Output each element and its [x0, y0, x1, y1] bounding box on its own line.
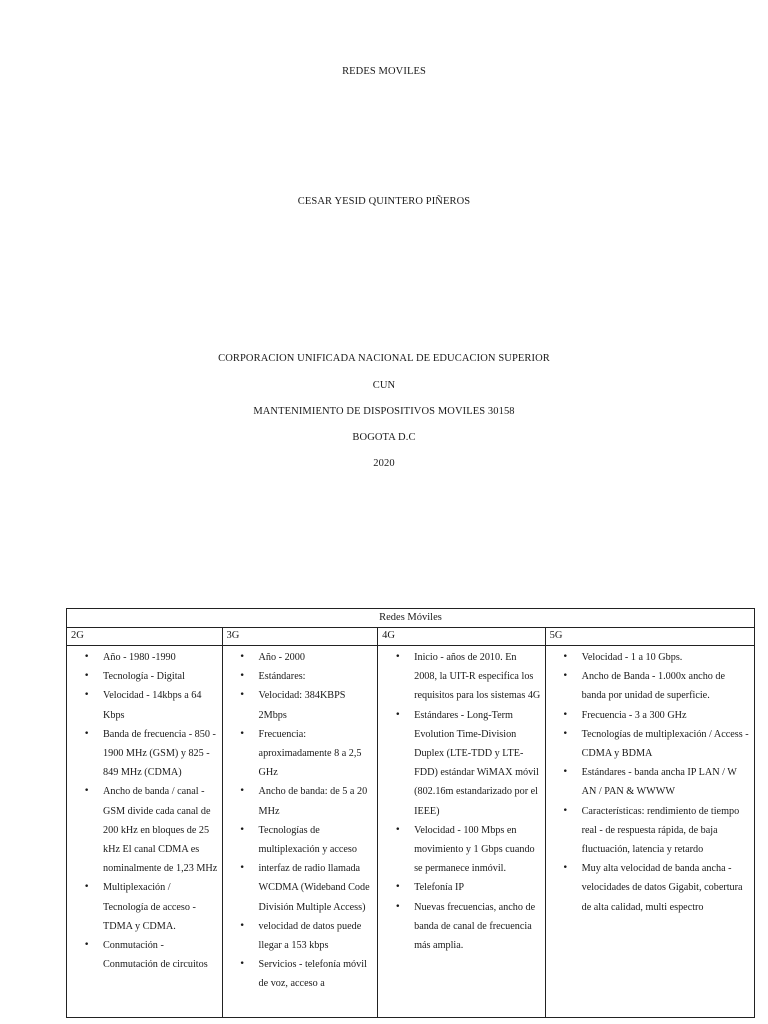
list-item: • Velocidad - 100 Mbps en movimiento y 1 Gbps cuando se permanece inmóvil. — [414, 821, 541, 879]
institution-acronym: CUN — [372, 380, 396, 391]
list-item: • Velocidad - 14kbps a 64 Kbps — [103, 686, 218, 724]
list-item: • Año - 1980 -1990 — [103, 648, 218, 667]
list-item: • Conmutación - Conmutación de circuitos — [103, 936, 218, 974]
year: 2020 — [373, 458, 395, 469]
list-item: • Banda de frecuencia - 850 - 1900 MHz (GSM) y 825 - 849 MHz (CDMA) — [103, 725, 218, 783]
document-title: REDES MOVILES — [342, 66, 426, 77]
header-5g: 5G — [549, 630, 563, 641]
list-item: • interfaz de radio llamada WCDMA (Wideband Code División Multiple Access) — [259, 859, 374, 917]
list-item: • Estándares - Long-Term Evolution Time-Division Duplex (LTE-TDD y LTE-FDD) estándar WiMAX móvil (802.16m estandarizado por el IEEE) — [414, 706, 541, 821]
institution-name: CORPORACION UNIFICADA NACIONAL DE EDUCACION SUPERIOR — [218, 353, 550, 364]
list-item: • Muy alta velocidad de banda ancha - velocidades de datos Gigabit, cobertura de alta calidad, multi espectro — [582, 859, 750, 917]
mobile-networks-table — [66, 608, 755, 1018]
list-3g — [223, 646, 378, 994]
list-item: • Tecnologías de multiplexación / Access - CDMA y BDMA — [582, 725, 750, 763]
list-item: • Multiplexación / Tecnología de acceso - TDMA y CDMA. — [103, 878, 218, 936]
list-item: • Estándares: — [259, 667, 374, 686]
list-item: • Año - 2000 — [259, 648, 374, 667]
list-item: • Tecnología - Digital — [103, 667, 218, 686]
course-name: MANTENIMIENTO DE DISPOSITIVOS MOVILES 30158 — [253, 406, 515, 417]
list-item: • Estándares - banda ancha IP LAN / W AN / PAN & WWWW — [582, 763, 750, 801]
cell-5g — [546, 646, 754, 1017]
list-item: • Inicio - años de 2010. En 2008, la UIT-R especifica los requisitos para los sistemas 4G — [414, 648, 541, 706]
list-item: • Frecuencia: aproximadamente 8 a 2,5 GHz — [259, 725, 374, 783]
list-item: • Servicios - telefonía móvil de voz, acceso a — [259, 955, 374, 993]
header-3g: 3G — [223, 628, 379, 645]
list-item: • Ancho de banda / canal - GSM divide cada canal de 200 kHz en bloques de 25 kHz El canal CDMA es nominalmente de 1,23 MHz — [103, 782, 218, 878]
table-body-row — [67, 646, 754, 1017]
header-4g: 4G — [378, 628, 546, 645]
list-4g — [378, 646, 545, 955]
list-item: • Nuevas frecuencias, ancho de banda de canal de frecuencia más amplia. — [414, 898, 541, 956]
list-item: • Telefonía IP — [414, 878, 541, 897]
list-item: • Ancho de banda: de 5 a 20 MHz — [259, 782, 374, 820]
list-item: • Velocidad - 1 a 10 Gbps. — [582, 648, 750, 667]
list-item: • Velocidad: 384KBPS 2Mbps — [259, 686, 374, 724]
list-item: • Tecnologías de multiplexación y acceso — [259, 821, 374, 859]
list-item: • velocidad de datos puede llegar a 153 kbps — [259, 917, 374, 955]
city: BOGOTA D.C — [352, 432, 416, 443]
table-header-row — [67, 628, 754, 646]
cell-4g — [378, 646, 546, 1017]
list-item: • Características: rendimiento de tiempo real - de respuesta rápida, de baja fluctuación, latencia y retardo — [582, 802, 750, 860]
author-name: CESAR YESID QUINTERO PIÑEROS — [297, 196, 471, 207]
cell-2g — [67, 646, 223, 1017]
list-item: • Frecuencia - 3 a 300 GHz — [582, 706, 750, 725]
list-item: • Ancho de Banda - 1.000x ancho de banda por unidad de superficie. — [582, 667, 750, 705]
list-2g — [67, 646, 222, 974]
list-5g — [546, 646, 754, 917]
cell-3g — [223, 646, 379, 1017]
header-2g: 2G — [67, 628, 223, 645]
table-title: Redes Móviles — [67, 609, 754, 628]
